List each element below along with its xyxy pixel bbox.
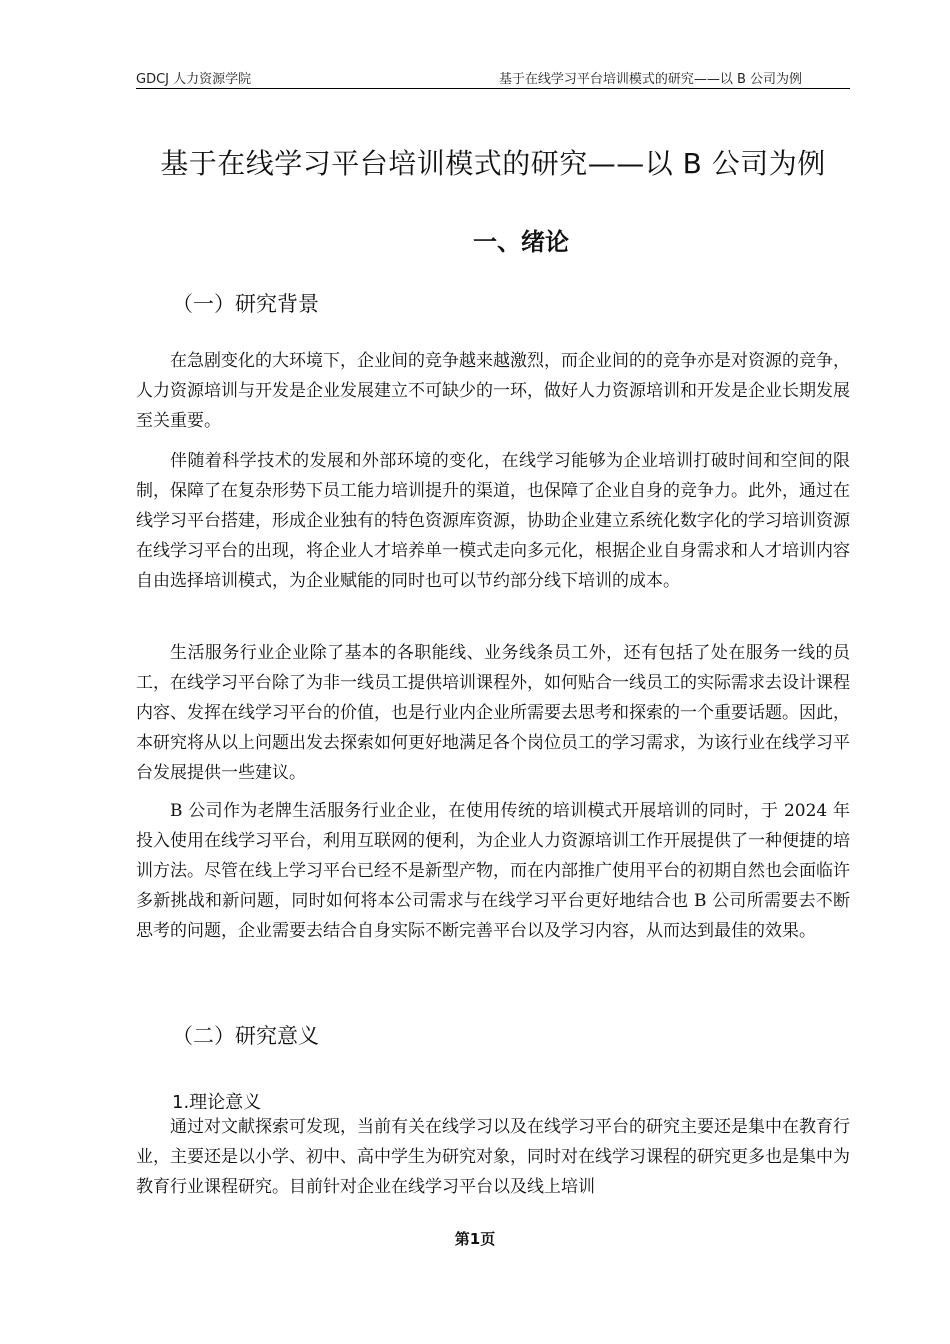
- document-title: 基于在线学习平台培训模式的研究——以 B 公司为例: [160, 147, 826, 180]
- header-institution: GDCJ 人力资源学院: [136, 72, 252, 87]
- paragraph: 通过对文献探索可发现，当前有关在线学习以及在线学习平台的研究主要还是集中在教育行业，主要还是以小学、初中、高中学生为研究对象，同时对在线学习课程的研究更多也是集中为教育行业课程研究。目前针对企业在线学习平台以及线上培训: [136, 1117, 850, 1197]
- header-running-title: 基于在线学习平台培训模式的研究——以 B 公司为例: [498, 72, 802, 87]
- paragraph: 在急剧变化的大环境下，企业间的竞争越来越激烈，而企业间的的竞争亦是对资源的竞争，人力资源培训与开发是企业发展建立不可缺少的一环，做好人力资源培训和开发是企业长期发展至关重要。: [136, 351, 850, 431]
- paragraph: 生活服务行业企业除了基本的各职能线、业务线条员工外，还有包括了处在服务一线的员工，在线学习平台除了为非一线员工提供培训课程外，如何贴合一线员工的实际需求去设计课程内容、发挥在线学习平台的价值，也是行业内企业所需要去思考和探索的一个重要话题。因此，本研究将从以上问题出发去探索如何更好地满足各个岗位员工的学习需求，为该行业在线学习平台发展提供一些建议。: [136, 643, 850, 783]
- paragraph: 伴随着科学技术的发展和外部环境的变化，在线学习能够为企业培训打破时间和空间的限制，保障了在复杂形势下员工能力培训提升的渠道，也保障了企业自身的竞争力。此外，通过在线学习平台搭建，形成企业独有的特色资源库资源，协助企业建立系统化数字化的学习培训资源在线学习平台的出现，将企业人才培养单一模式走向多元化，根据企业自身需求和人才培训内容自由选择培训模式，为企业赋能的同时也可以节约部分线下培训的成本。: [136, 451, 850, 591]
- chapter-heading: 一、绪论: [473, 228, 569, 256]
- section-heading-significance: （二）研究意义: [172, 1024, 319, 1048]
- subsection-heading-theory: 1.理论意义: [172, 1092, 262, 1113]
- page-number: 第1页: [454, 1230, 496, 1248]
- page-header: [136, 66, 850, 89]
- section-heading-background: （一）研究背景: [172, 292, 319, 316]
- paragraph: B 公司作为老牌生活服务行业企业，在使用传统的培训模式开展培训的同时，于 2024 年投入使用在线学习平台，利用互联网的便利，为企业人力资源培训工作开展提供了一种便捷的培训方法。尽管在线上学习平台已经不是新型产物，而在内部推广使用平台的初期自然也会面临许多新挑战和新问题，同时如何将本公司需求与在线学习平台更好地结合也 B 公司所需要去不断思考的问题，企业需要去结合自身实际不断完善平台以及学习内容，从而达到最佳的效果。: [136, 801, 850, 941]
